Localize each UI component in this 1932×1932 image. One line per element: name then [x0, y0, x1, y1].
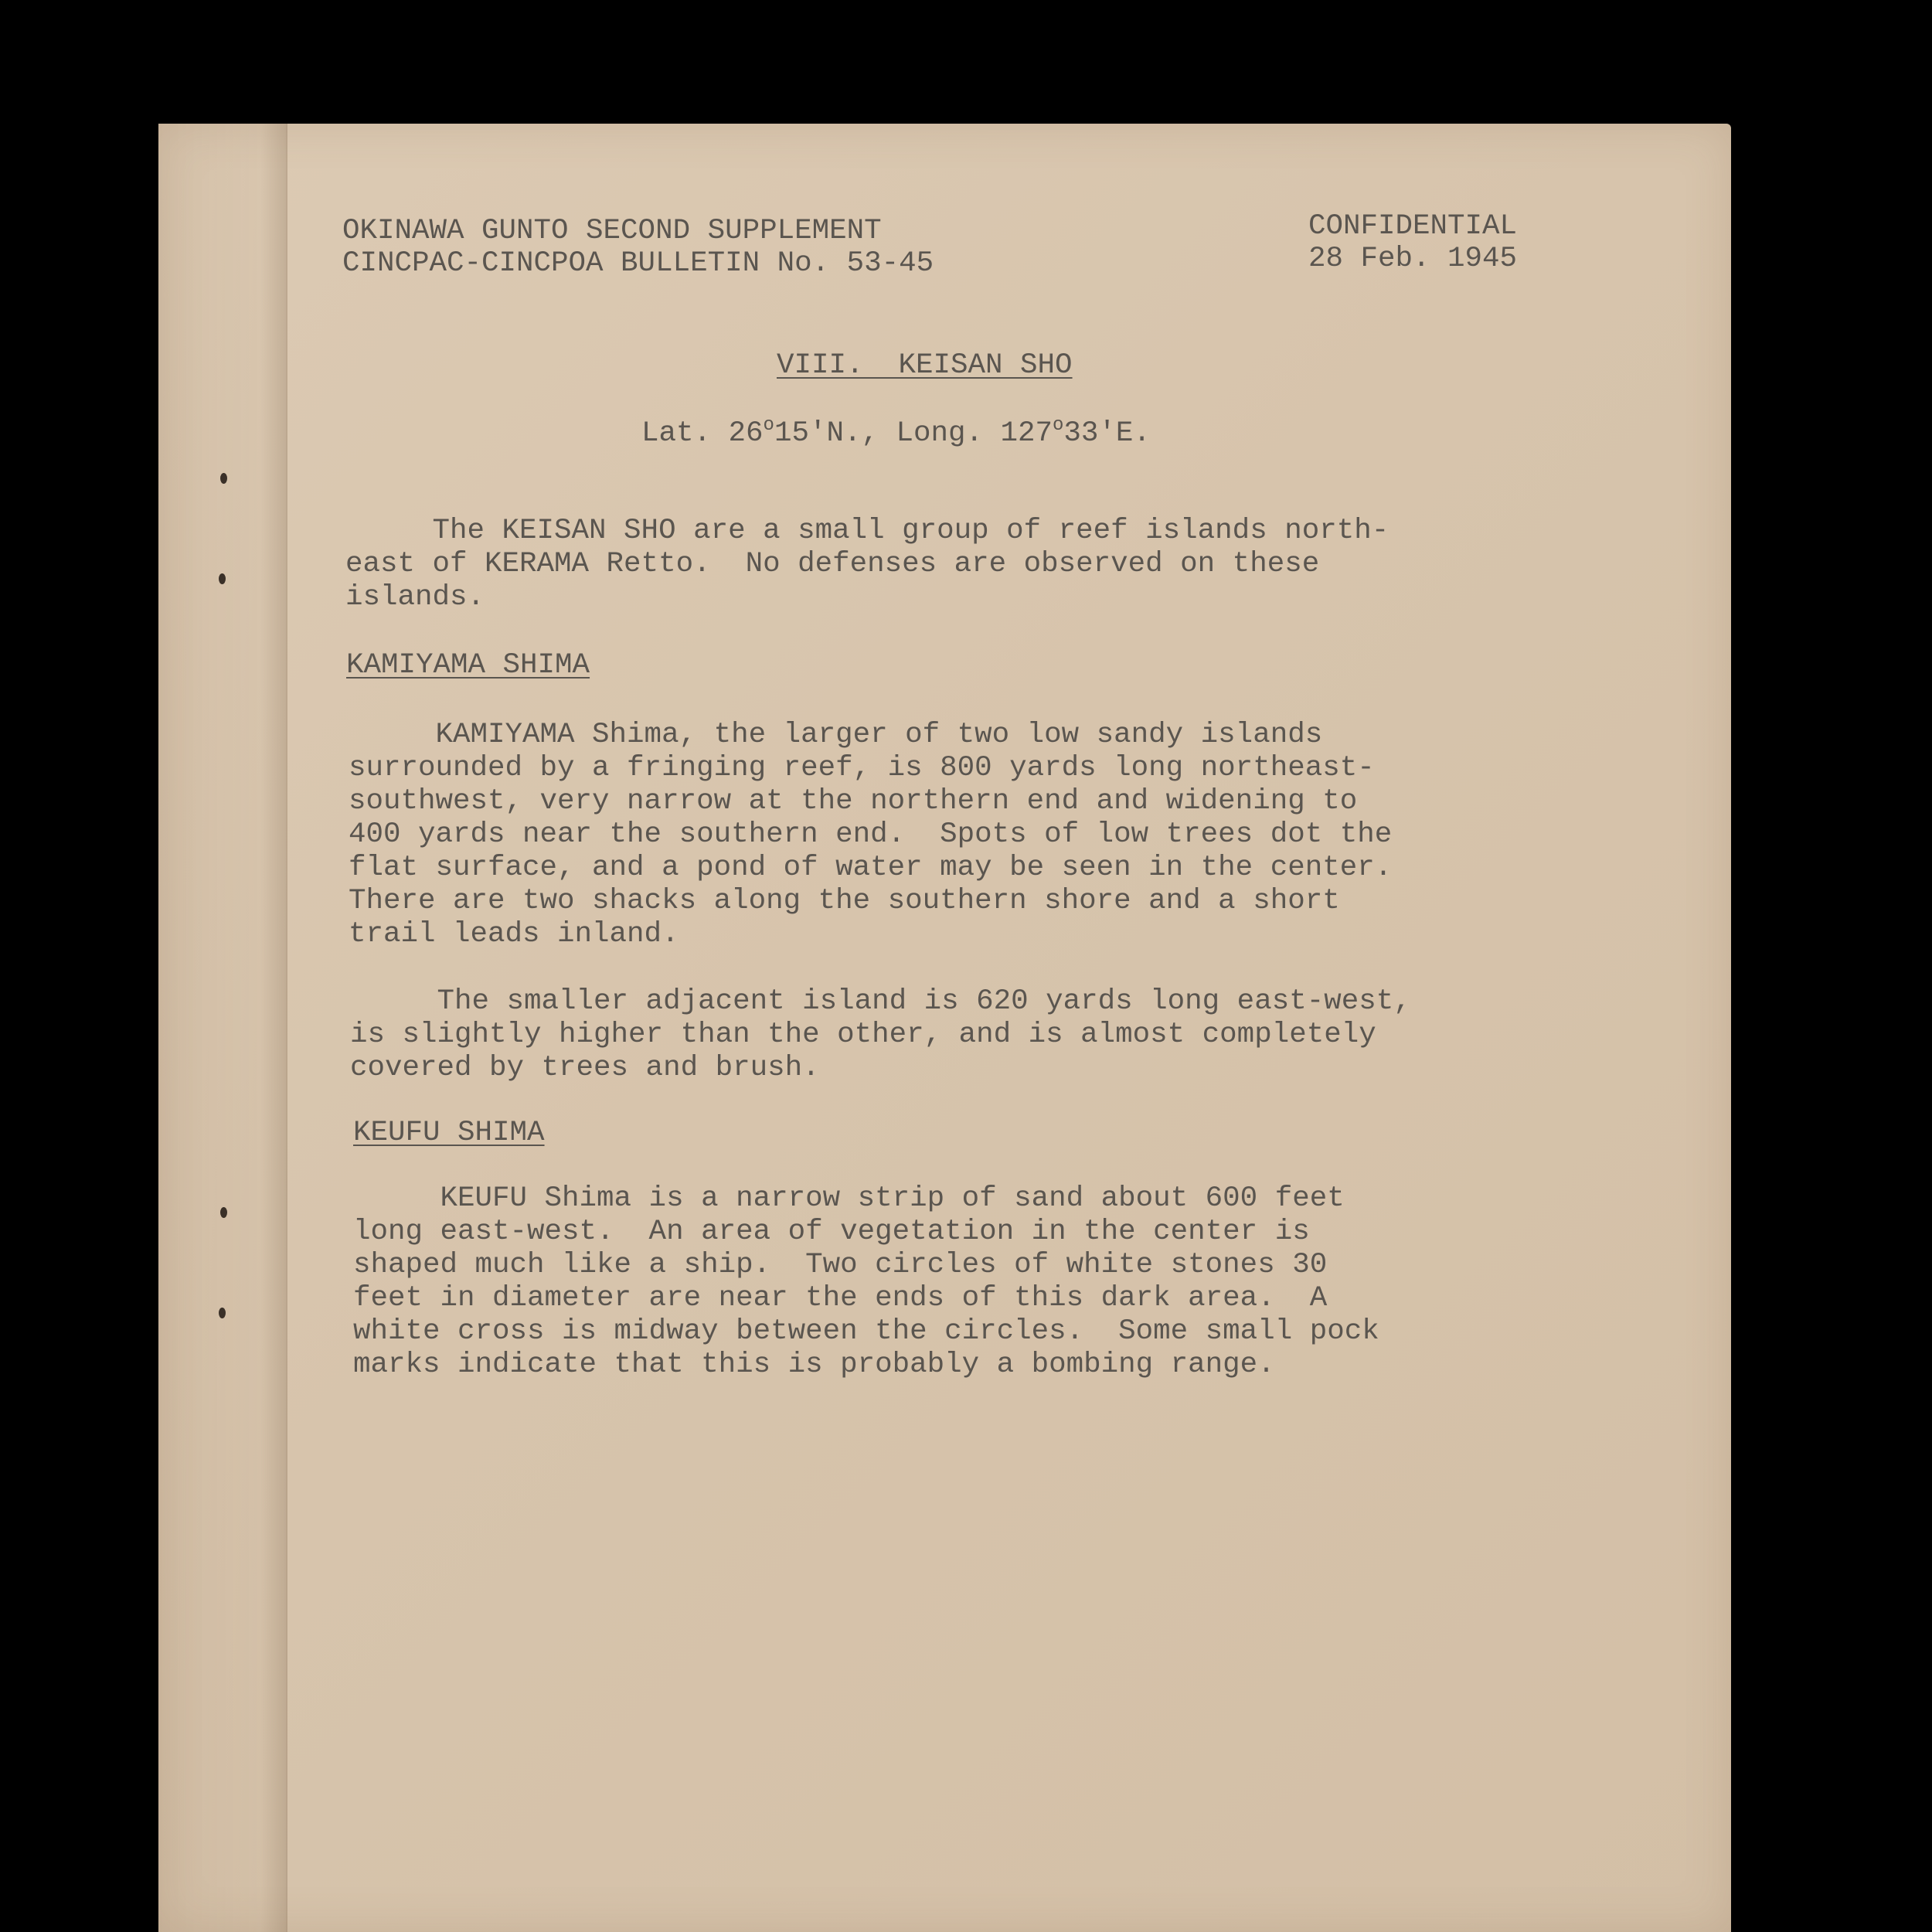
- keufu-para1-line: KEUFU Shima is a narrow strip of sand about 600 feet: [353, 1182, 1345, 1215]
- kamiyama-para2-line: is slightly higher than the other, and is almost completely: [350, 1019, 1376, 1051]
- binding-hole: [219, 573, 226, 584]
- section-title: VIII. KEISAN SHO: [777, 349, 1073, 382]
- intro-line: The KEISAN SHO are a small group of reef islands north-: [345, 515, 1389, 547]
- binding-strip: [158, 124, 287, 1932]
- keufu-para1-line: long east-west. An area of vegetation in the center is: [353, 1216, 1310, 1248]
- intro-line: islands.: [345, 581, 485, 614]
- kamiyama-para1-line: trail leads inland.: [349, 918, 679, 951]
- keufu-para1-line: marks indicate that this is probably a bombing range.: [353, 1349, 1275, 1381]
- kamiyama-para1-line: southwest, very narrow at the northern end and widening to: [349, 785, 1358, 818]
- kamiyama-para1-line: 400 yards near the southern end. Spots of low trees dot the: [349, 818, 1393, 851]
- kamiyama-para2-line: The smaller adjacent island is 620 yards long east-west,: [350, 985, 1411, 1018]
- header-right-line2: 28 Feb. 1945: [1308, 243, 1518, 275]
- kamiyama-heading: KAMIYAMA SHIMA: [346, 649, 590, 682]
- keufu-heading: KEUFU SHIMA: [353, 1117, 545, 1149]
- kamiyama-para1-line: There are two shacks along the southern shore and a short: [349, 885, 1340, 917]
- kamiyama-para1-line: KAMIYAMA Shima, the larger of two low sandy islands: [349, 719, 1323, 751]
- kamiyama-para2-line: covered by trees and brush.: [350, 1052, 820, 1084]
- keufu-para1-line: feet in diameter are near the ends of this dark area. A: [353, 1282, 1328, 1315]
- header-left-line2: CINCPAC-CINCPOA BULLETIN No. 53-45: [342, 247, 934, 280]
- keufu-para1-line: white cross is midway between the circles. Some small pock: [353, 1315, 1379, 1348]
- binding-hole: [220, 1207, 227, 1218]
- header-right-line1: CONFIDENTIAL: [1308, 210, 1518, 243]
- binding-hole: [220, 473, 227, 484]
- kamiyama-para1-line: surrounded by a fringing reef, is 800 yards long northeast-: [349, 752, 1375, 784]
- document-page: [158, 124, 1731, 1932]
- binding-hole: [219, 1308, 226, 1318]
- header-left-line1: OKINAWA GUNTO SECOND SUPPLEMENT: [342, 215, 882, 247]
- keufu-para1-line: shaped much like a ship. Two circles of white stones 30: [353, 1249, 1328, 1281]
- kamiyama-para1-line: flat surface, and a pond of water may be seen in the center.: [349, 852, 1393, 884]
- intro-line: east of KERAMA Retto. No defenses are observed on these: [345, 548, 1320, 580]
- coordinates: Lat. 26$^o$15'N., Long. 127$^o$33'E.: [641, 415, 1151, 450]
